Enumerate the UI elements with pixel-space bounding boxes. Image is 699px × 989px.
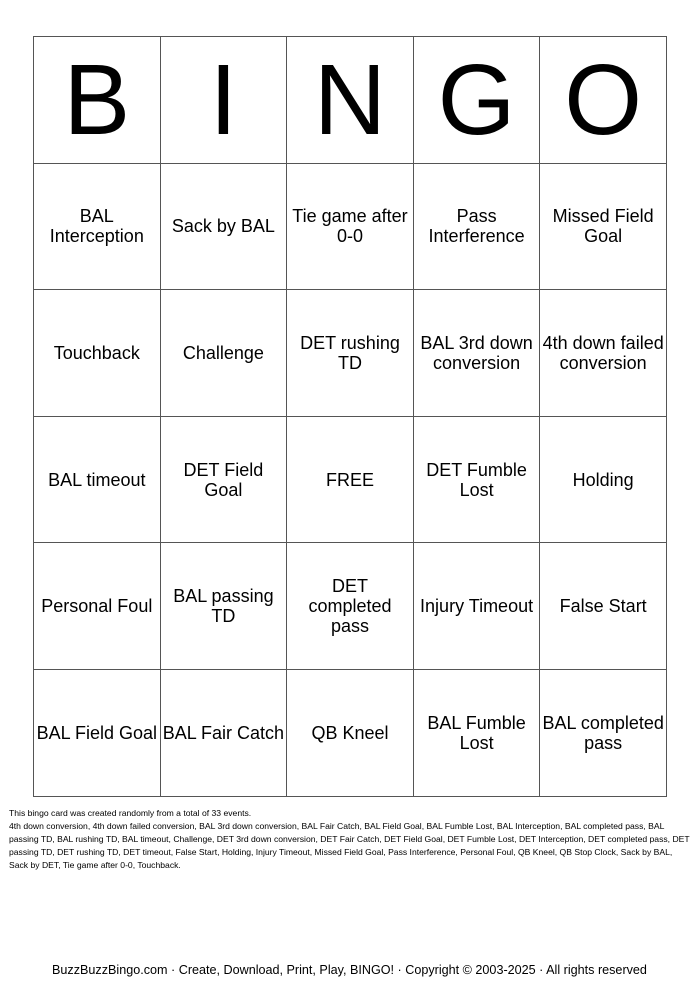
bingo-cell: BAL timeout (34, 417, 161, 544)
bingo-cell: BAL completed pass (540, 670, 667, 797)
bingo-cell: BAL Fumble Lost (414, 670, 541, 797)
bingo-cell: Missed Field Goal (540, 164, 667, 291)
bingo-cell: Touchback (34, 290, 161, 417)
bingo-cell: DET Field Goal (161, 417, 288, 544)
events-list: 4th down conversion, 4th down failed conversion, BAL 3rd down conversion, BAL Fair Catch, BAL Field Goal, BAL Fumble Lost, BAL Interception, BAL completed pass, BAL passing TD, BAL rushing TD, BAL timeout, Challenge, DET 3rd down conversion, DET Fair Catch, DET Field Goal, DET Fumble Lost, DET Interception, DET completed pass, DET passing TD, DET rushing TD, DET timeout, False Start, Holding, Injury Timeout, Missed Field Goal, Pass Interference, Personal Foul, QB Kneel, QB Stop Clock, Sack by BAL, Sack by DET, Tie game after 0-0, Touchback. (9, 821, 690, 870)
bingo-cell: DET Fumble Lost (414, 417, 541, 544)
events-intro: This bingo card was created randomly from a total of 33 events. (9, 808, 252, 818)
bingo-cell: Personal Foul (34, 543, 161, 670)
bingo-card (33, 36, 667, 797)
bingo-cell: QB Kneel (287, 670, 414, 797)
bingo-cell: Injury Timeout (414, 543, 541, 670)
bingo-cell: Tie game after 0-0 (287, 164, 414, 291)
bingo-cell: False Start (540, 543, 667, 670)
bingo-cell: BAL Fair Catch (161, 670, 288, 797)
header-letter-g: G (414, 37, 541, 164)
footer-copyright: BuzzBuzzBingo.com · Create, Download, Print, Play, BINGO! · Copyright © 2003-2025 · All rights reserved (52, 963, 647, 977)
bingo-cell: BAL passing TD (161, 543, 288, 670)
header-letter-o: O (540, 37, 667, 164)
bingo-cell: BAL 3rd down conversion (414, 290, 541, 417)
events-note (9, 807, 691, 872)
bingo-cell: Pass Interference (414, 164, 541, 291)
header-letter-n: N (287, 37, 414, 164)
bingo-cell: BAL Interception (34, 164, 161, 291)
bingo-cell: Challenge (161, 290, 288, 417)
bingo-cell: DET rushing TD (287, 290, 414, 417)
bingo-cell: 4th down failed conversion (540, 290, 667, 417)
header-letter-i: I (161, 37, 288, 164)
header-letter-b: B (34, 37, 161, 164)
bingo-cell: Sack by BAL (161, 164, 288, 291)
bingo-cell: BAL Field Goal (34, 670, 161, 797)
bingo-cell: Holding (540, 417, 667, 544)
free-space-cell: FREE (287, 417, 414, 544)
bingo-cell: DET completed pass (287, 543, 414, 670)
